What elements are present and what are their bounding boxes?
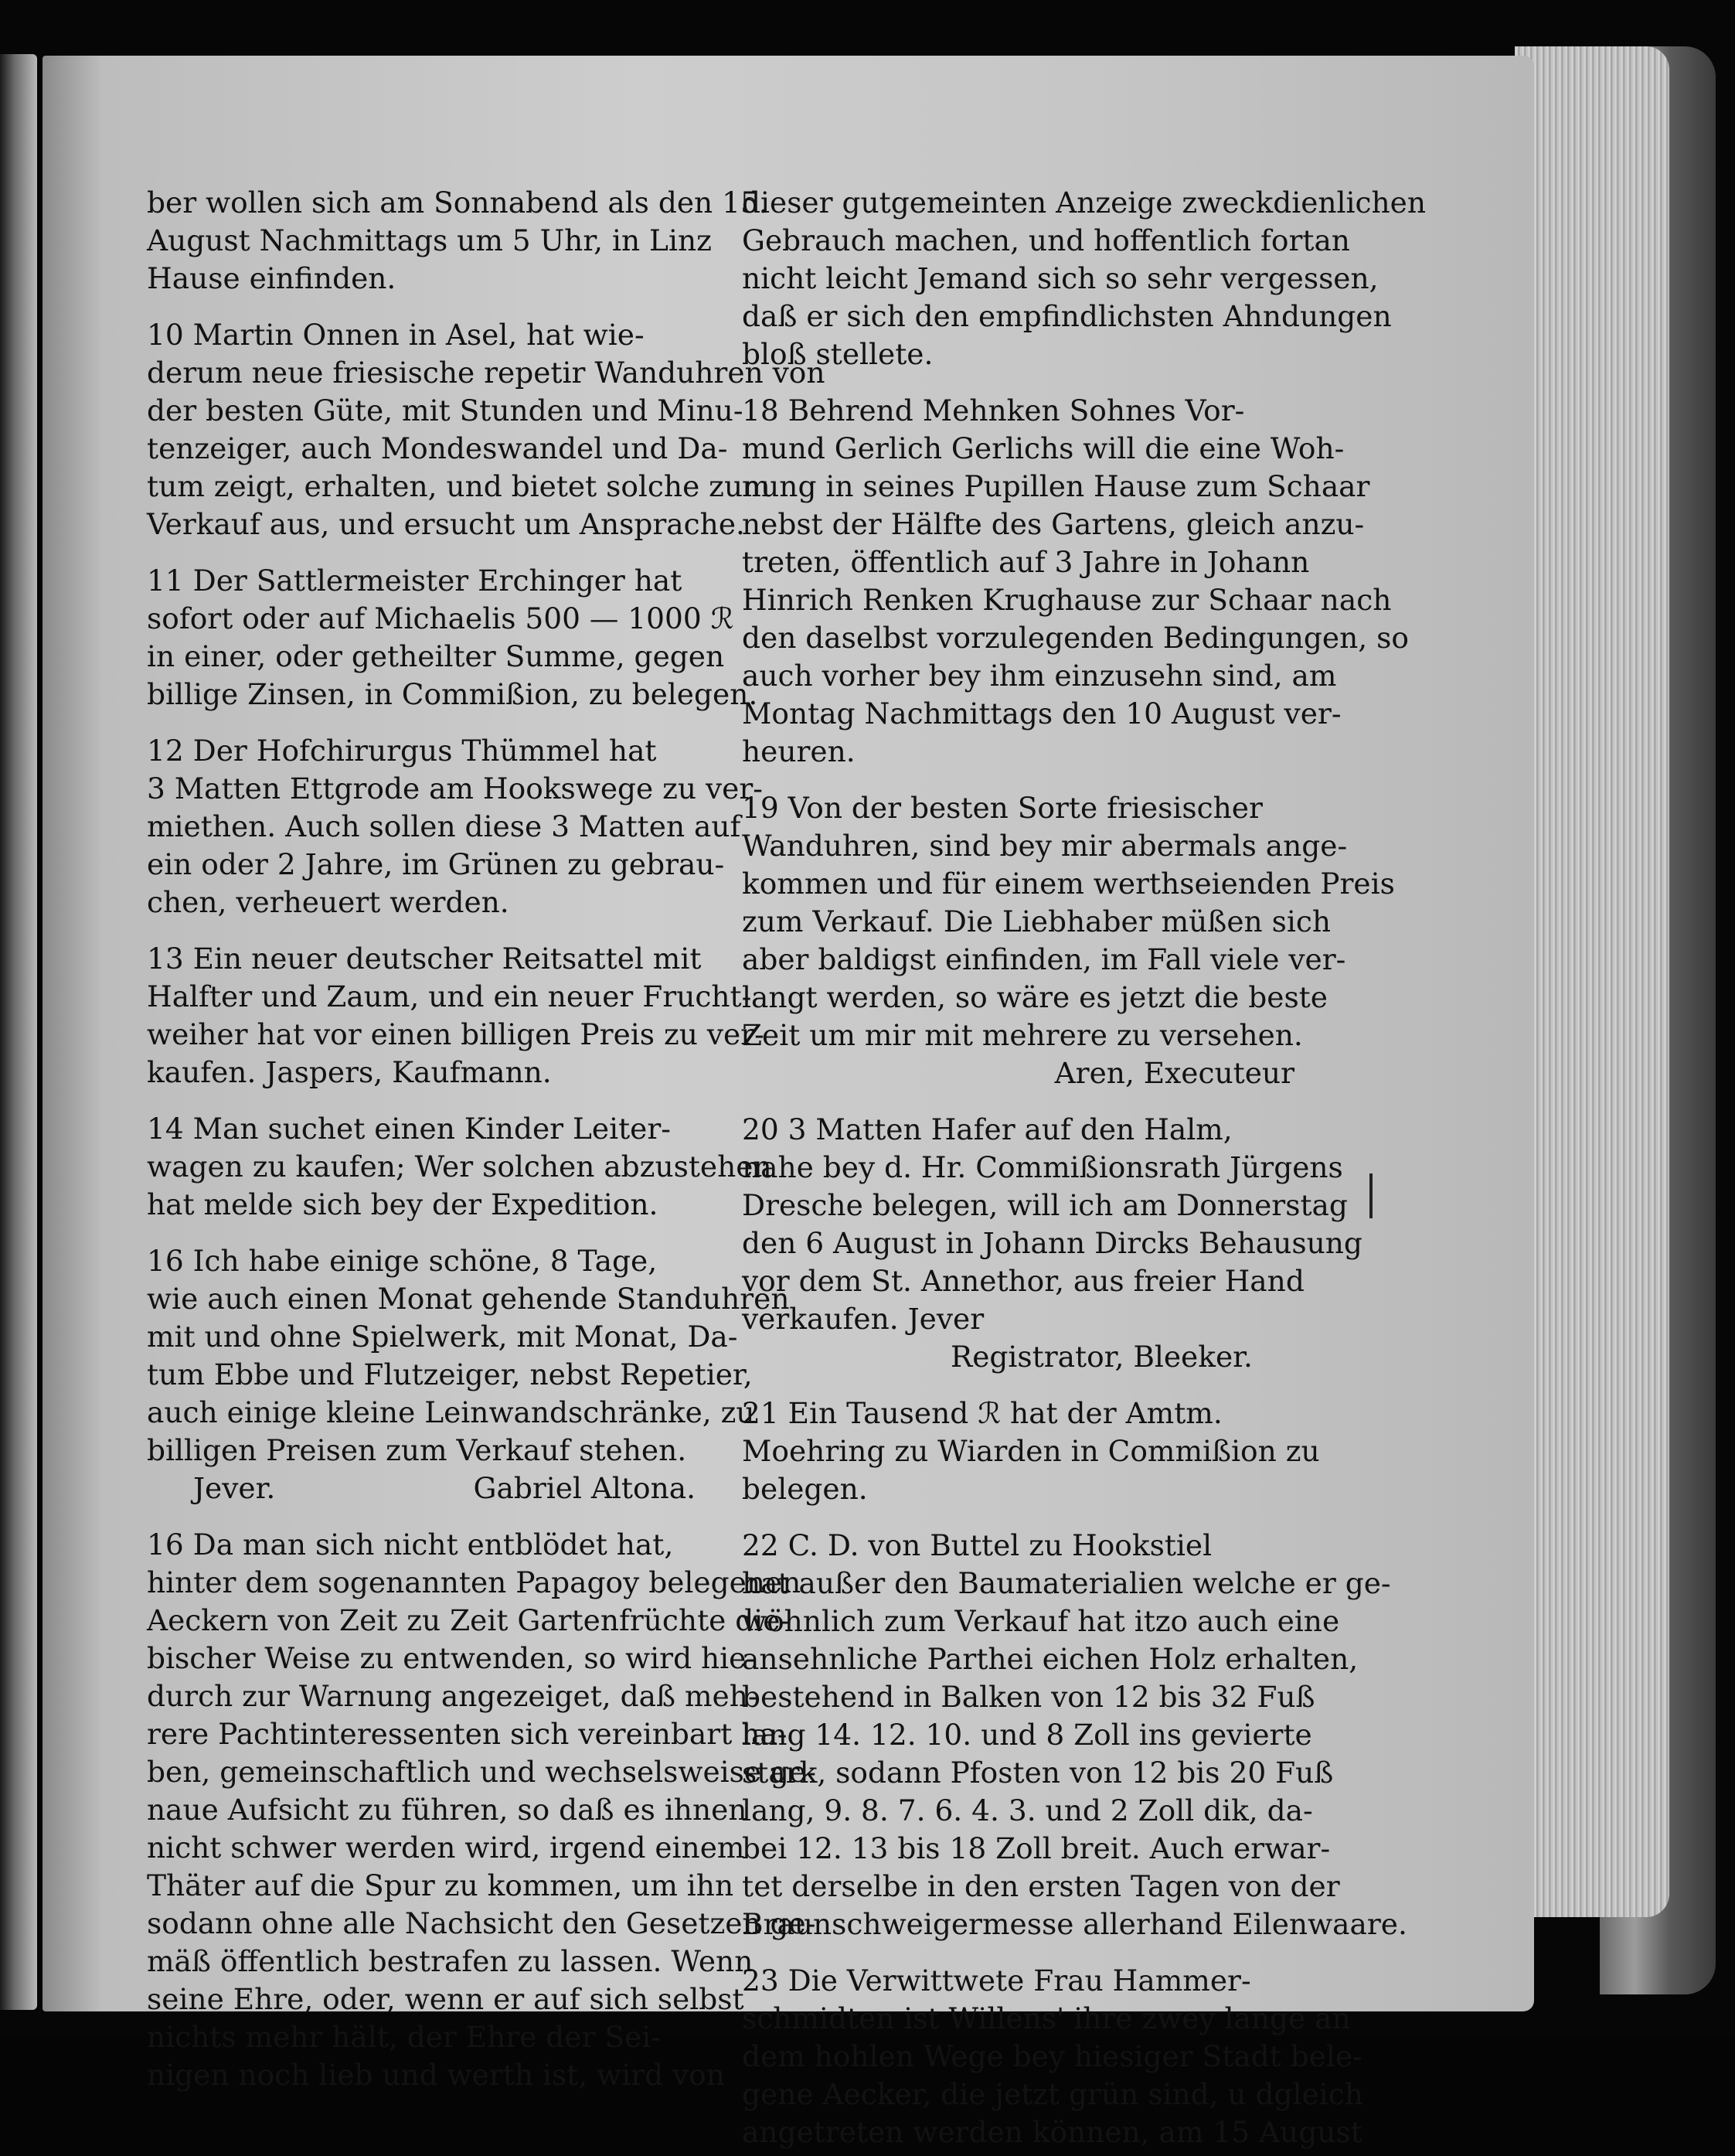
text-line: mund Gerlich Gerlichs will die eine Woh- xyxy=(742,431,1345,465)
text-line: dem hohlen Wege bey hiesiger Stadt bele- xyxy=(742,2039,1362,2073)
entry-gap xyxy=(147,302,711,316)
text-line: 18 Behrend Mehnken Sohnes Vor- xyxy=(742,393,1245,427)
text-line: Zeit um mir mit mehrere zu versehen. xyxy=(742,1018,1303,1052)
entry-gap xyxy=(147,718,711,732)
text-line: hat außer den Baumaterialien welche er ge- xyxy=(742,1566,1391,1600)
signature-row xyxy=(147,1470,711,1507)
facing-page-edge xyxy=(0,54,37,2010)
text-line: 23 Die Verwittwete Frau Hammer- xyxy=(742,1964,1251,1998)
text-line: ein oder 2 Jahre, im Grünen zu gebrau- xyxy=(147,847,725,881)
text-line: rere Pachtinteressenten sich vereinbart ha- xyxy=(147,1717,788,1751)
text-line: aber baldigst einfinden, im Fall viele ver- xyxy=(742,942,1346,976)
text-line: Verkauf aus, und ersucht um Ansprache. xyxy=(147,507,745,541)
text-line: Gebrauch machen, und hoffentlich fortan xyxy=(742,223,1350,257)
text-line: Dresche belegen, will ich am Donnerstag xyxy=(742,1188,1348,1222)
entry-gap xyxy=(147,1096,711,1110)
text-line: hinter dem sogenannten Papagoy belegenen xyxy=(147,1565,801,1599)
text-line: mit und ohne Spielwerk, mit Monat, Da- xyxy=(147,1320,738,1354)
text-line: tum zeigt, erhalten, und bietet solche zum xyxy=(147,469,771,503)
text-line: bischer Weise zu entwenden, so wird hie- xyxy=(147,1641,757,1675)
text-line: den daselbst vorzulegenden Bedingungen, so xyxy=(742,621,1409,655)
text-line: wagen zu kaufen; Wer solchen abzustehen xyxy=(147,1150,772,1184)
right-column xyxy=(742,184,1427,2156)
notice-e23 xyxy=(742,1962,1363,2151)
text-line: dieser gutgemeinten Anzeige zweckdienlichen xyxy=(742,186,1427,220)
text-line: treten, öffentlich auf 3 Jahre in Johann xyxy=(742,545,1310,579)
text-line: derum neue friesische repetir Wanduhren von xyxy=(147,356,825,390)
text-line: miethen. Auch sollen diese 3 Matten auf xyxy=(147,809,741,843)
text-line: 3 Matten Ettgrode am Hookswege zu ver- xyxy=(147,771,763,806)
entry-gap xyxy=(742,378,1310,392)
text-line: lang 14. 12. 10. und 8 Zoll ins gevierte xyxy=(742,1718,1312,1752)
text-line: 10 Martin Onnen in Asel, hat wie- xyxy=(147,318,645,352)
text-line: kaufen. Jaspers, Kaufmann. xyxy=(147,1055,552,1089)
text-line: hat melde sich bey der Expedition. xyxy=(147,1187,658,1221)
text-line: angetreten werden können, am 15 August xyxy=(742,2115,1362,2149)
entry-gap xyxy=(742,1381,1310,1395)
text-line: bei 12. 13 bis 18 Zoll breit. Auch erwar- xyxy=(742,1831,1331,1865)
text-line: heuren. xyxy=(742,734,856,768)
text-line: nichts mehr hält, der Ehre der Sei- xyxy=(147,2020,661,2054)
text-line: 16 Da man sich nicht entblödet hat, xyxy=(147,1528,674,1562)
notice-e10 xyxy=(147,316,825,543)
notice-e11 xyxy=(147,562,758,714)
entry-gap xyxy=(742,1097,1310,1111)
notice-e20 xyxy=(742,1111,1362,1376)
notice-e16b xyxy=(147,1526,816,2094)
notice-e21 xyxy=(742,1395,1320,1508)
text-line: gene Aecker, die jetzt grün sind, u dgleich xyxy=(742,2077,1363,2111)
notice-e14 xyxy=(147,1110,772,1224)
text-line: 21 Ein Tausend ℛ hat der Amtm. xyxy=(742,1396,1223,1430)
signature-name: Registrator, Bleeker. xyxy=(951,1340,1253,1374)
text-line: langt werden, so wäre es jetzt die beste xyxy=(742,980,1328,1014)
text-line: Montag Nachmittags den 10 August ver- xyxy=(742,697,1342,731)
text-line: 13 Ein neuer deutscher Reitsattel mit xyxy=(147,942,702,976)
entry-gap xyxy=(147,926,711,940)
text-line: wie auch einen Monat gehende Standuhren xyxy=(147,1282,790,1316)
text-line: belegen. xyxy=(742,1472,868,1506)
margin-mark xyxy=(1369,1173,1373,1218)
text-line: Wanduhren, sind bey mir abermals ange- xyxy=(742,829,1348,863)
text-line: Hause einfinden. xyxy=(147,261,396,295)
text-line: 14 Man suchet einen Kinder Leiter- xyxy=(147,1112,671,1146)
text-line: nebst der Hälfte des Gartens, gleich anzu- xyxy=(742,507,1365,541)
text-line: nicht schwer werden wird, irgend einem xyxy=(147,1831,745,1865)
text-line: 12 Der Hofchirurgus Thümmel hat xyxy=(147,734,657,768)
text-line: der besten Güte, mit Stunden und Minu- xyxy=(147,393,743,427)
text-line: lang, 9. 8. 7. 6. 4. 3. und 2 Zoll dik, da- xyxy=(742,1793,1313,1827)
signature-name: Gabriel Altona. xyxy=(473,1471,696,1505)
text-line: auch vorher bey ihm einzusehn sind, am xyxy=(742,659,1337,693)
text-line: Braunschweigermesse allerhand Eilenwaare. xyxy=(742,1907,1407,1941)
text-line: August Nachmittags um 5 Uhr, in Linz xyxy=(147,223,712,257)
text-line: bloß stellete. xyxy=(742,337,934,371)
text-line: durch zur Warnung angezeiget, daß meh- xyxy=(147,1679,758,1713)
text-line: nung in seines Pupillen Hause zum Schaar xyxy=(742,469,1370,503)
notice-e19 xyxy=(742,789,1395,1092)
text-line: tet derselbe in den ersten Tagen von der xyxy=(742,1869,1340,1903)
text-line: vor dem St. Annethor, aus freier Hand xyxy=(742,1264,1305,1298)
text-line: Aeckern von Zeit zu Zeit Gartenfrüchte die- xyxy=(147,1603,791,1637)
notice-e16a xyxy=(147,1242,790,1507)
text-line: Halfter und Zaum, und ein neuer Frucht- xyxy=(147,979,752,1013)
text-line: 20 3 Matten Hafer auf den Halm, xyxy=(742,1112,1233,1146)
text-line: weiher hat vor einen billigen Preis zu ver- xyxy=(147,1017,764,1051)
text-line: auch einige kleine Leinwandschränke, zu xyxy=(147,1395,755,1429)
text-line: tenzeiger, auch Mondeswandel und Da- xyxy=(147,431,728,465)
notice-cont xyxy=(742,184,1427,373)
text-line: sofort oder auf Michaelis 500 — 1000 ℛ xyxy=(147,601,734,635)
text-line: mäß öffentlich bestrafen zu lassen. Wenn xyxy=(147,1944,754,1978)
text-line: den 6 August in Johann Dircks Behausung xyxy=(742,1226,1362,1260)
text-line: seine Ehre, oder, wenn er auf sich selbst xyxy=(147,1982,744,2016)
text-line: kommen und für einem werthseienden Preis xyxy=(742,867,1395,901)
text-line: nigen noch lieb und werth ist, wird von xyxy=(147,2058,725,2092)
text-line: 22 C. D. von Buttel zu Hookstiel xyxy=(742,1528,1213,1562)
notice-cont xyxy=(147,184,768,298)
text-line: verkaufen. Jever xyxy=(742,1302,985,1336)
text-line: Thäter auf die Spur zu kommen, um ihn xyxy=(147,1868,734,1902)
text-line: nahe bey d. Hr. Commißionsrath Jürgens xyxy=(742,1150,1343,1184)
text-line: ansehnliche Parthei eichen Holz erhalten, xyxy=(742,1642,1359,1676)
notice-e12 xyxy=(147,732,763,921)
text-line: billige Zinsen, in Commißion, zu belegen. xyxy=(147,677,758,711)
text-line: 19 Von der besten Sorte friesischer xyxy=(742,791,1263,825)
text-line: 16 Ich habe einige schöne, 8 Tage, xyxy=(147,1244,658,1278)
text-line: stark, sodann Pfosten von 12 bis 20 Fuß xyxy=(742,1756,1334,1790)
text-line: daß er sich den empfindlichsten Ahndungen xyxy=(742,299,1392,333)
text-line: wöhnlich zum Verkauf hat itzo auch eine xyxy=(742,1604,1340,1638)
text-line: ber wollen sich am Sonnabend als den 15. xyxy=(147,186,768,220)
signature-row xyxy=(742,1054,1310,1092)
entry-gap xyxy=(742,1513,1310,1527)
notice-e18 xyxy=(742,392,1409,771)
entry-gap xyxy=(147,548,711,562)
text-line: 11 Der Sattlermeister Erchinger hat xyxy=(147,564,682,598)
text-line: ben, gemeinschaftlich und wechselsweise ge- xyxy=(147,1755,816,1789)
text-line: Moehring zu Wiarden in Commißion zu xyxy=(742,1434,1320,1468)
signature-place: Jever. xyxy=(193,1471,276,1505)
entry-gap xyxy=(147,1228,711,1242)
entry-gap xyxy=(742,1948,1310,1962)
text-line: zum Verkauf. Die Liebhaber müßen sich xyxy=(742,904,1331,938)
text-line: tum Ebbe und Flutzeiger, nebst Repetier, xyxy=(147,1357,753,1391)
text-line: Hinrich Renken Krughause zur Schaar nach xyxy=(742,583,1392,617)
entry-gap xyxy=(147,1512,711,1526)
text-line: schmidten ist Willens' ihre zwey lange an xyxy=(742,2001,1351,2035)
text-line: naue Aufsicht zu führen, so daß es ihnen xyxy=(147,1793,747,1827)
notice-e22 xyxy=(742,1527,1407,1943)
text-line: nicht leicht Jemand sich so sehr vergessen, xyxy=(742,261,1379,295)
notice-e13 xyxy=(147,940,764,1092)
text-line: bestehend in Balken von 12 bis 32 Fuß xyxy=(742,1680,1315,1714)
text-line: in einer, oder getheilter Summe, gegen xyxy=(147,639,725,673)
signature-name: Aren, Executeur xyxy=(1054,1056,1294,1090)
text-line: chen, verheuert werden. xyxy=(147,885,509,919)
text-line: billigen Preisen zum Verkauf stehen. xyxy=(147,1433,687,1467)
entry-gap xyxy=(742,775,1310,789)
text-line: sodann ohne alle Nachsicht den Gesetzen ge- xyxy=(147,1906,816,1940)
page-edges xyxy=(1515,46,1669,1917)
